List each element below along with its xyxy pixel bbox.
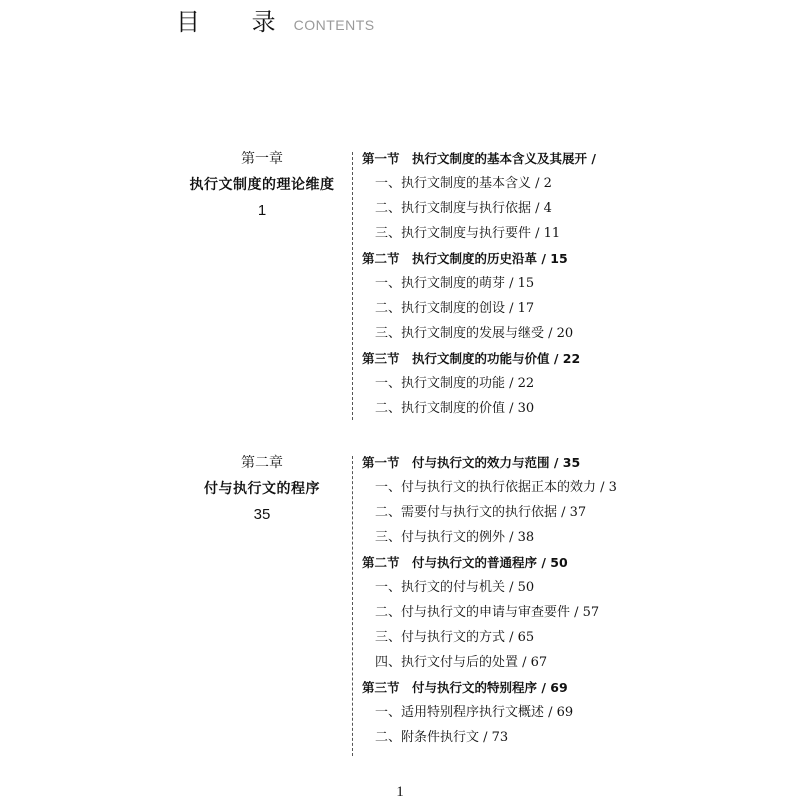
toc-entry[interactable]: 一、执行文制度的萌芽 / 15 bbox=[375, 276, 535, 291]
page-subtitle: CONTENTS bbox=[293, 17, 375, 33]
toc-entry[interactable]: 一、执行文的付与机关 / 50 bbox=[375, 580, 535, 595]
toc-entry-section[interactable]: 第二节 执行文制度的历史沿革 / 15 bbox=[362, 251, 568, 266]
toc-entry[interactable]: 二、执行文制度的创设 / 17 bbox=[375, 301, 535, 316]
chapter-page-number: 1 bbox=[257, 202, 267, 219]
toc-entry[interactable]: 三、执行文制度与执行要件 / 11 bbox=[375, 226, 561, 241]
toc-header bbox=[176, 2, 375, 36]
toc-entry-section[interactable]: 第三节 执行文制度的功能与价值 / 22 bbox=[362, 351, 581, 366]
chapter-entries bbox=[362, 146, 662, 421]
chapter-divider bbox=[352, 152, 353, 420]
toc-entry[interactable]: 三、付与执行文的方式 / 65 bbox=[375, 630, 535, 645]
page-number: 1 bbox=[396, 784, 404, 800]
toc-entry[interactable]: 一、执行文制度的功能 / 22 bbox=[375, 376, 535, 391]
chapter-label: 第一章 bbox=[241, 151, 283, 167]
toc-entry[interactable]: 二、付与执行文的申请与审查要件 / 57 bbox=[375, 605, 600, 620]
chapter-title[interactable]: 付与执行文的程序 bbox=[204, 481, 320, 497]
chapter-label: 第二章 bbox=[241, 455, 283, 471]
chapter-entries bbox=[362, 450, 662, 750]
toc-entry[interactable]: 三、付与执行文的例外 / 38 bbox=[375, 530, 535, 545]
toc-entry-section[interactable]: 第一节 付与执行文的效力与范围 / 35 bbox=[362, 455, 581, 470]
toc-entry[interactable]: 四、执行文付与后的处置 / 67 bbox=[375, 655, 548, 670]
toc-entry[interactable]: 二、执行文制度的价值 / 30 bbox=[375, 401, 535, 416]
toc-entry[interactable]: 一、适用特别程序执行文概述 / 69 bbox=[375, 705, 574, 720]
page-title: 目 录 bbox=[176, 8, 298, 36]
toc-entry-section[interactable]: 第二节 付与执行文的普通程序 / 50 bbox=[362, 555, 568, 570]
toc-entry[interactable]: 二、附条件执行文 / 73 bbox=[375, 730, 509, 745]
toc-entry[interactable]: 一、执行文制度的基本含义 / 2 bbox=[375, 176, 552, 191]
toc-entry-section[interactable]: 第一节 执行文制度的基本含义及其展开 / bbox=[362, 151, 596, 166]
chapter-title[interactable]: 执行文制度的理论维度 bbox=[189, 177, 335, 193]
chapter-divider bbox=[352, 456, 353, 756]
toc-entry[interactable]: 二、执行文制度与执行依据 / 4 bbox=[375, 201, 552, 216]
toc-entry[interactable]: 一、付与执行文的执行依据正本的效力 / 3 bbox=[375, 480, 617, 495]
toc-entry[interactable]: 三、执行文制度的发展与继受 / 20 bbox=[375, 326, 574, 341]
chapter-heading bbox=[186, 450, 338, 528]
chapter-page-number: 35 bbox=[253, 506, 271, 523]
chapter-heading bbox=[186, 146, 338, 224]
toc-entry[interactable]: 二、需要付与执行文的执行依据 / 37 bbox=[375, 505, 587, 520]
toc-entry-section[interactable]: 第三节 付与执行文的特别程序 / 69 bbox=[362, 680, 568, 695]
